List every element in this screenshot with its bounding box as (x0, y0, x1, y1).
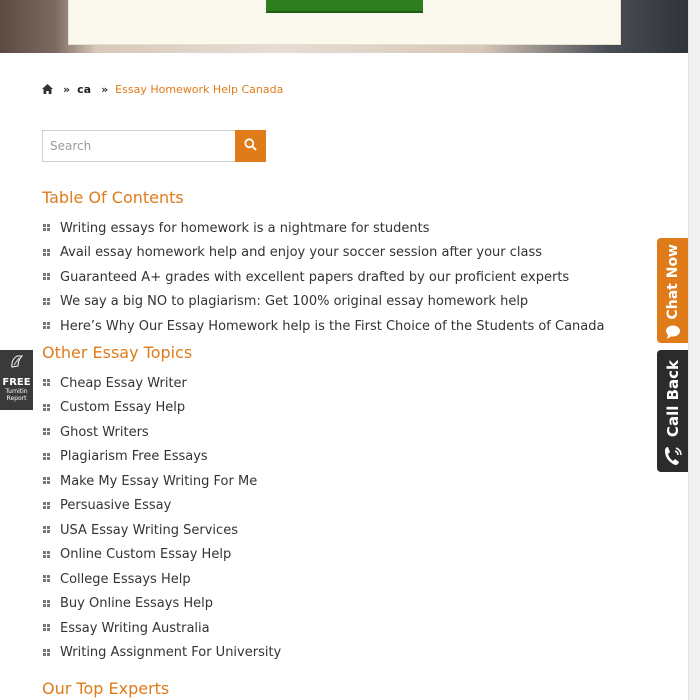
topic-item-link[interactable]: College Essays Help (60, 571, 191, 587)
home-icon[interactable] (42, 84, 53, 94)
topic-item-link[interactable]: Essay Writing Australia (60, 620, 210, 636)
search-button[interactable] (235, 130, 266, 162)
toc-item (42, 216, 604, 241)
topic-item (42, 396, 281, 421)
list-bullet-icon (42, 599, 52, 609)
list-bullet-icon (42, 403, 52, 413)
toc-item-link[interactable]: Avail essay homework help and enjoy your soccer session after your class (60, 245, 543, 261)
list-bullet-icon (42, 476, 52, 486)
hero-banner (0, 0, 688, 53)
list-bullet-icon (42, 501, 52, 511)
topic-item (42, 543, 281, 568)
topic-item (42, 371, 281, 396)
free-label: FREE (2, 377, 31, 388)
top-experts-title: Our Top Experts (42, 679, 170, 698)
breadcrumb (42, 80, 283, 98)
report-label: Report (6, 395, 27, 402)
topic-item-link[interactable]: Ghost Writers (60, 424, 149, 440)
hero-cta-button[interactable] (266, 0, 423, 13)
other-topics-title: Other Essay Topics (42, 343, 193, 362)
toc-list (42, 216, 604, 339)
turnitin-label: Turnitin (5, 388, 28, 395)
toc-item (42, 314, 604, 339)
phone-icon (663, 445, 683, 471)
topic-item (42, 592, 281, 617)
list-bullet-icon (42, 525, 52, 535)
chat-bubble-icon (665, 324, 681, 343)
free-turnitin-badge[interactable] (0, 350, 33, 410)
search-form (42, 130, 266, 162)
toc-title: Table Of Contents (42, 188, 184, 207)
list-bullet-icon (42, 378, 52, 388)
breadcrumb-current: Essay Homework Help Canada (115, 82, 284, 96)
toc-item-link[interactable]: Here’s Why Our Essay Homework help is the First Choice of the Students of Canada (60, 318, 605, 334)
topic-item (42, 420, 281, 445)
pen-icon (9, 354, 25, 374)
toc-item (42, 241, 604, 266)
topic-item (42, 494, 281, 519)
topic-item (42, 469, 281, 494)
list-bullet-icon (42, 648, 52, 658)
list-bullet-icon (42, 272, 52, 282)
list-bullet-icon (42, 574, 52, 584)
toc-item-link[interactable]: We say a big NO to plagiarism: Get 100% original essay homework help (60, 294, 529, 310)
topic-item-link[interactable]: USA Essay Writing Services (60, 522, 238, 538)
topic-item (42, 518, 281, 543)
list-bullet-icon (42, 223, 52, 233)
breadcrumb-separator-icon: » (63, 82, 70, 96)
topic-item-link[interactable]: Plagiarism Free Essays (60, 449, 208, 465)
chat-now-label: Chat Now (664, 244, 681, 320)
call-back-tab[interactable] (657, 350, 688, 472)
list-bullet-icon (42, 427, 52, 437)
topic-item (42, 567, 281, 592)
search-input[interactable] (42, 130, 235, 162)
list-bullet-icon (42, 550, 52, 560)
breadcrumb-link-ca[interactable]: ca (77, 82, 92, 96)
toc-item (42, 290, 604, 315)
topic-item (42, 445, 281, 470)
topic-item-link[interactable]: Custom Essay Help (60, 400, 186, 416)
call-back-label: Call Back (663, 360, 682, 438)
scrollbar[interactable] (688, 0, 700, 700)
topic-item-link[interactable]: Writing Assignment For University (60, 645, 282, 661)
breadcrumb-separator-icon: » (101, 82, 108, 96)
chat-now-tab[interactable] (657, 238, 688, 343)
list-bullet-icon (42, 623, 52, 633)
topic-item-link[interactable]: Buy Online Essays Help (60, 596, 214, 612)
list-bullet-icon (42, 297, 52, 307)
other-topics-list (42, 371, 281, 665)
toc-item (42, 265, 604, 290)
topic-item-link[interactable]: Make My Essay Writing For Me (60, 473, 258, 489)
topic-item (42, 616, 281, 641)
topic-item-link[interactable]: Online Custom Essay Help (60, 547, 232, 563)
search-icon (244, 138, 257, 154)
topic-item-link[interactable]: Persuasive Essay (60, 498, 172, 514)
list-bullet-icon (42, 248, 52, 258)
topic-item (42, 641, 281, 666)
toc-item-link[interactable]: Writing essays for homework is a nightmare for students (60, 220, 430, 236)
list-bullet-icon (42, 452, 52, 462)
topic-item-link[interactable]: Cheap Essay Writer (60, 375, 187, 391)
list-bullet-icon (42, 321, 52, 331)
toc-item-link[interactable]: Guaranteed A+ grades with excellent papers drafted by our proficient experts (60, 269, 570, 285)
